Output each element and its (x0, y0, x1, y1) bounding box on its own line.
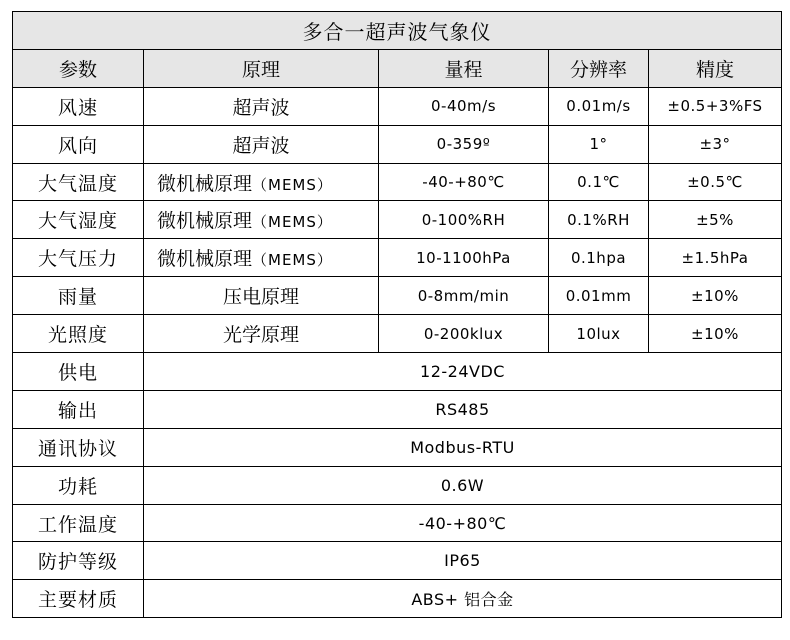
range-cell: 0-100%RH (379, 201, 549, 239)
spec-table (12, 11, 782, 618)
param-cell: 防护等级 (13, 542, 144, 580)
accuracy-cell: ±1.5hPa (649, 239, 782, 277)
table-row-air-pressure (13, 239, 782, 277)
resolution-cell: 0.1%RH (549, 201, 649, 239)
header-row (13, 49, 782, 87)
value-cell: Modbus-RTU (144, 428, 782, 466)
table-row-wind-speed (13, 87, 782, 125)
table-title: 多合一超声波气象仪 (13, 12, 782, 50)
param-cell: 大气压力 (13, 239, 144, 277)
table-row-illuminance (13, 315, 782, 353)
principle-text: 微机械原理 (157, 172, 253, 195)
value-cell: IP65 (144, 542, 782, 580)
range-cell: 0-200klux (379, 315, 549, 353)
principle-cell (144, 163, 379, 201)
accuracy-cell: ±0.5+3%FS (649, 87, 782, 125)
table-row-material (13, 580, 782, 618)
range-cell: 0-8mm/min (379, 277, 549, 315)
header-accuracy: 精度 (649, 49, 782, 87)
param-cell: 供电 (13, 353, 144, 391)
principle-cell: 超声波 (144, 87, 379, 125)
range-cell: 10-1100hPa (379, 239, 549, 277)
accuracy-cell: ±0.5℃ (649, 163, 782, 201)
principle-cell: 压电原理 (144, 277, 379, 315)
param-cell: 风向 (13, 125, 144, 163)
title-row (13, 12, 782, 50)
table-row-air-temperature (13, 163, 782, 201)
principle-text: 微机械原理 (157, 248, 253, 271)
accuracy-cell: ±3° (649, 125, 782, 163)
resolution-cell: 0.01mm (549, 277, 649, 315)
header-resolution: 分辨率 (549, 49, 649, 87)
resolution-cell: 0.1hpa (549, 239, 649, 277)
param-cell: 风速 (13, 87, 144, 125)
param-cell: 大气温度 (13, 163, 144, 201)
resolution-cell: 0.1℃ (549, 163, 649, 201)
principle-cell (144, 239, 379, 277)
table-row-output (13, 390, 782, 428)
header-principle: 原理 (144, 49, 379, 87)
range-cell: 0-359º (379, 125, 549, 163)
param-cell: 输出 (13, 390, 144, 428)
table-row-wind-direction (13, 125, 782, 163)
resolution-cell: 0.01m/s (549, 87, 649, 125)
header-param: 参数 (13, 49, 144, 87)
param-cell: 光照度 (13, 315, 144, 353)
param-cell: 主要材质 (13, 580, 144, 618)
principle-suffix: （MEMS） (252, 213, 333, 232)
range-cell: -40-+80℃ (379, 163, 549, 201)
table-row-power-supply (13, 353, 782, 391)
table-row-protection-rating (13, 542, 782, 580)
value-cell: 0.6W (144, 466, 782, 504)
param-cell: 工作温度 (13, 504, 144, 542)
accuracy-cell: ±10% (649, 315, 782, 353)
value-cell: ABS+ 铝合金 (144, 580, 782, 618)
table-row-air-humidity (13, 201, 782, 239)
value-cell: 12-24VDC (144, 353, 782, 391)
accuracy-cell: ±10% (649, 277, 782, 315)
table-row-power-consumption (13, 466, 782, 504)
range-cell: 0-40m/s (379, 87, 549, 125)
param-cell: 通讯协议 (13, 428, 144, 466)
principle-cell: 光学原理 (144, 315, 379, 353)
principle-cell (144, 201, 379, 239)
table-row-rainfall (13, 277, 782, 315)
table-row-protocol (13, 428, 782, 466)
header-range: 量程 (379, 49, 549, 87)
principle-text: 微机械原理 (157, 210, 253, 233)
accuracy-cell: ±5% (649, 201, 782, 239)
principle-suffix: （MEMS） (252, 175, 333, 194)
param-cell: 雨量 (13, 277, 144, 315)
resolution-cell: 10lux (549, 315, 649, 353)
principle-cell: 超声波 (144, 125, 379, 163)
param-cell: 功耗 (13, 466, 144, 504)
principle-suffix: （MEMS） (252, 251, 333, 270)
param-cell: 大气湿度 (13, 201, 144, 239)
table-row-operating-temperature (13, 504, 782, 542)
value-cell: -40-+80℃ (144, 504, 782, 542)
resolution-cell: 1° (549, 125, 649, 163)
value-cell: RS485 (144, 390, 782, 428)
